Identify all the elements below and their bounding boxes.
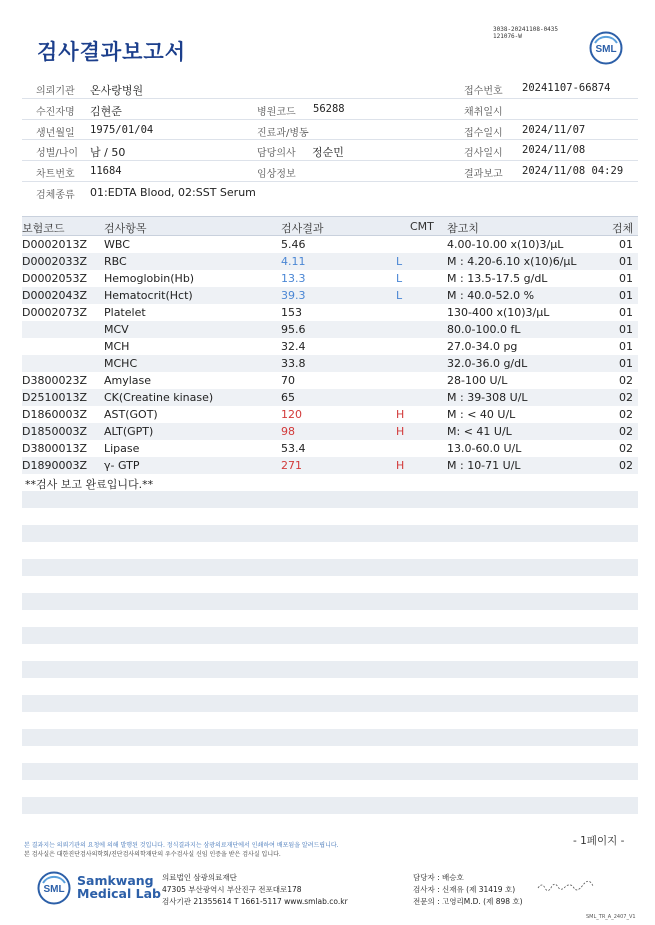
- header-code: 보험코드: [22, 222, 65, 235]
- info-value: 2024/11/08 04:29: [522, 165, 624, 178]
- cell-code: D3800023Z: [22, 374, 87, 387]
- cell-specimen: 02: [619, 391, 633, 404]
- cell-item: Hematocrit(Hct): [104, 289, 193, 302]
- info-value: 11684: [90, 165, 122, 178]
- table-row: [22, 423, 638, 440]
- cell-value: 65: [281, 391, 295, 404]
- cell-specimen: 01: [619, 255, 633, 268]
- info-label: 임상정보: [257, 169, 296, 181]
- cell-value: 13.3: [281, 272, 306, 285]
- sign-line-1: 담당자 : 배승호: [413, 873, 464, 882]
- patient-info-table: [22, 78, 638, 203]
- addr-line-1: 의료법인 삼광의료재단: [162, 873, 237, 882]
- empty-table-row: [22, 780, 638, 797]
- table-row: [22, 304, 638, 321]
- cell-flag: H: [396, 425, 405, 438]
- table-row: [22, 440, 638, 457]
- cell-reference: 130-400 x(10)3/μL: [447, 306, 550, 319]
- cell-reference: M : 4.20-6.10 x(10)6/μL: [447, 255, 577, 268]
- cell-value: 53.4: [281, 442, 306, 455]
- cell-value: 95.6: [281, 323, 306, 336]
- info-label: 결과보고: [464, 169, 503, 181]
- cell-value: 153: [281, 306, 302, 319]
- info-value: 20241107-66874: [522, 82, 611, 94]
- sml-logo-icon: [37, 871, 71, 905]
- cell-reference: 4.00-10.00 x(10)3/μL: [447, 238, 564, 251]
- cell-value: 39.3: [281, 289, 306, 302]
- signature-scribble-icon: [536, 879, 596, 893]
- cell-flag: H: [396, 459, 405, 472]
- cell-value: 5.46: [281, 238, 306, 251]
- info-label: 접수번호: [464, 86, 503, 97]
- cell-value: 70: [281, 374, 295, 387]
- cell-item: MCH: [104, 340, 130, 353]
- report-code: [493, 26, 558, 40]
- cell-specimen: 02: [619, 374, 633, 387]
- info-label: 채취일시: [464, 106, 503, 118]
- header-item: 검사항목: [104, 222, 147, 235]
- empty-table-row: [22, 712, 638, 729]
- cell-code: D1860003Z: [22, 408, 87, 421]
- cell-specimen: 02: [619, 442, 633, 455]
- form-version: SML_TR_A_2407_V1: [586, 914, 636, 920]
- header-reference: 참고치: [447, 222, 479, 235]
- brand-line-1: Samkwang: [77, 873, 154, 888]
- table-row: [22, 372, 638, 389]
- header-specimen: 검체: [612, 222, 634, 235]
- cell-specimen: 02: [619, 459, 633, 472]
- info-label: 생년월일: [36, 127, 75, 139]
- info-row: [22, 99, 638, 120]
- empty-table-row: [22, 763, 638, 780]
- signatories: [413, 872, 523, 908]
- blank-rows: [22, 491, 638, 831]
- header-cmt: CMT: [410, 220, 434, 233]
- empty-table-row: [22, 814, 638, 831]
- empty-table-row: [22, 644, 638, 661]
- cell-specimen: 02: [619, 408, 633, 421]
- cell-reference: 32.0-36.0 g/dL: [447, 357, 528, 370]
- cell-item: Lipase: [104, 442, 140, 455]
- completion-note: **검사 보고 완료입니다.**: [25, 478, 154, 491]
- info-label: 성별/나이: [36, 148, 79, 160]
- results-header: [22, 216, 638, 236]
- cell-item: Platelet: [104, 306, 146, 319]
- empty-table-row: [22, 559, 638, 576]
- cell-code: D0002033Z: [22, 255, 87, 268]
- completion-note-row: [22, 474, 638, 491]
- table-row: [22, 270, 638, 287]
- info-label: 병원코드: [257, 106, 296, 118]
- cell-item: WBC: [104, 238, 130, 251]
- info-row: [22, 182, 638, 203]
- info-value: 정순민: [312, 146, 344, 160]
- cell-value: 4.11: [281, 255, 306, 268]
- info-label: 진료과/병동: [257, 127, 309, 139]
- cell-flag: L: [396, 255, 403, 268]
- cell-reference: 80.0-100.0 fL: [447, 323, 521, 336]
- cell-reference: M : 13.5-17.5 g/dL: [447, 272, 548, 285]
- empty-table-row: [22, 491, 638, 508]
- brand-name: [77, 874, 161, 900]
- results-table: [22, 216, 638, 831]
- footer-notice: [24, 842, 339, 859]
- table-row: [22, 457, 638, 474]
- info-value: 56288: [313, 102, 345, 115]
- empty-table-row: [22, 661, 638, 678]
- cell-reference: M : 39-308 U/L: [447, 391, 528, 404]
- cell-item: MCV: [104, 323, 129, 336]
- empty-table-row: [22, 542, 638, 559]
- cell-specimen: 01: [619, 238, 633, 251]
- cell-flag: H: [396, 408, 405, 421]
- cell-reference: M : 10-71 U/L: [447, 459, 521, 472]
- empty-table-row: [22, 797, 638, 814]
- cell-item: AST(GOT): [104, 408, 158, 421]
- cell-value: 98: [281, 425, 295, 438]
- cell-value: 32.4: [281, 340, 306, 353]
- lab-address: [162, 872, 348, 908]
- cell-specimen: 01: [619, 306, 633, 319]
- info-label: 접수일시: [464, 127, 503, 139]
- table-row: [22, 355, 638, 372]
- sign-line-2: 검사자 : 신재유 (제 31419 호): [413, 885, 516, 894]
- report-code-line-1: 3038-20241108-0435: [493, 26, 559, 33]
- table-row: [22, 287, 638, 304]
- cell-value: 33.8: [281, 357, 306, 370]
- addr-line-3: 검사기관 21355614 T 1661-5117 www.smlab.co.kr: [162, 897, 348, 906]
- cell-code: D0002043Z: [22, 289, 87, 302]
- cell-reference: M : 40.0-52.0 %: [447, 289, 535, 302]
- info-label: 검체종류: [36, 189, 75, 201]
- table-row: [22, 338, 638, 355]
- info-label: 검사일시: [464, 148, 503, 160]
- cell-flag: L: [396, 289, 403, 302]
- cell-value: 271: [281, 459, 302, 472]
- table-row: [22, 321, 638, 338]
- page-number: - 1페이지 -: [573, 835, 625, 847]
- table-row: [22, 389, 638, 406]
- svg-text:SML: SML: [43, 884, 65, 895]
- cell-code: D2510013Z: [22, 391, 87, 404]
- info-value: 2024/11/07: [522, 123, 586, 136]
- info-label: 차트번호: [36, 169, 75, 181]
- cell-specimen: 01: [619, 357, 633, 370]
- cell-value: 120: [281, 408, 302, 421]
- cell-item: ALT(GPT): [104, 425, 154, 438]
- cell-specimen: 01: [619, 323, 633, 336]
- empty-table-row: [22, 610, 638, 627]
- cell-item: RBC: [104, 255, 127, 268]
- cell-item: MCHC: [104, 357, 138, 370]
- sign-line-3: 전문의 : 고영리M.D. (제 898 호): [413, 897, 523, 906]
- empty-table-row: [22, 508, 638, 525]
- empty-table-row: [22, 729, 638, 746]
- table-row: [22, 253, 638, 270]
- brand-line-2: Medical Lab: [77, 886, 161, 901]
- info-value: 김현준: [90, 104, 122, 118]
- info-value: 2024/11/08: [522, 144, 586, 157]
- empty-table-row: [22, 627, 638, 644]
- cell-specimen: 01: [619, 272, 633, 285]
- result-rows: [22, 236, 638, 474]
- info-value: 남 / 50: [90, 146, 126, 160]
- page-title: 검사결과보고서: [37, 40, 187, 64]
- info-row: [22, 140, 638, 161]
- info-value: 온사랑병원: [90, 84, 144, 97]
- header-value: 검사결과: [281, 222, 324, 235]
- cell-reference: M : < 40 U/L: [447, 408, 516, 421]
- notice-line-2: 본 검사실은 대한진단검사의학회/진단검사의학재단의 우수검사실 신임 인증을 받은 검사실 입니다.: [24, 850, 281, 858]
- cell-code: D0002073Z: [22, 306, 87, 319]
- empty-table-row: [22, 746, 638, 763]
- cell-specimen: 01: [619, 289, 633, 302]
- info-row: [22, 78, 638, 99]
- notice-line-1: 본 결과지는 의뢰기관의 요청에 의해 발행된 것입니다. 정식결과지는 삼광의료재단에서 인쇄하여 배포됨을 알려드립니다.: [24, 842, 339, 849]
- empty-table-row: [22, 678, 638, 695]
- cell-item: γ- GTP: [104, 459, 140, 472]
- info-row: [22, 161, 638, 182]
- empty-table-row: [22, 525, 638, 542]
- info-label: 수진자명: [36, 106, 75, 118]
- table-row: [22, 406, 638, 423]
- empty-table-row: [22, 695, 638, 712]
- cell-reference: 13.0-60.0 U/L: [447, 442, 522, 455]
- info-label: 의뢰기관: [36, 86, 75, 97]
- cell-code: D0002053Z: [22, 272, 87, 285]
- cell-code: D1890003Z: [22, 459, 87, 472]
- cell-specimen: 01: [619, 340, 633, 353]
- cell-specimen: 02: [619, 425, 633, 438]
- empty-table-row: [22, 593, 638, 610]
- info-value: 01:EDTA Blood, 02:SST Serum: [90, 185, 256, 199]
- report-code-line-2: 121076-W: [493, 33, 522, 40]
- cell-reference: M: < 41 U/L: [447, 425, 512, 438]
- cell-item: Hemoglobin(Hb): [104, 272, 195, 285]
- cell-code: D1850003Z: [22, 425, 87, 438]
- svg-text:SML: SML: [595, 44, 617, 55]
- info-value: 1975/01/04: [90, 123, 154, 136]
- empty-table-row: [22, 576, 638, 593]
- cell-item: CK(Creatine kinase): [104, 391, 214, 404]
- table-row: [22, 236, 638, 253]
- addr-line-2: 47305 부산광역시 부산진구 전포대로178: [162, 885, 302, 894]
- info-row: [22, 120, 638, 141]
- cell-code: D3800013Z: [22, 442, 87, 455]
- info-label: 담당의사: [257, 148, 296, 160]
- cell-code: D0002013Z: [22, 238, 87, 251]
- sml-logo-icon: [589, 31, 623, 65]
- cell-item: Amylase: [104, 374, 152, 387]
- cell-flag: L: [396, 272, 403, 285]
- cell-reference: 28-100 U/L: [447, 374, 508, 387]
- cell-reference: 27.0-34.0 pg: [447, 340, 518, 353]
